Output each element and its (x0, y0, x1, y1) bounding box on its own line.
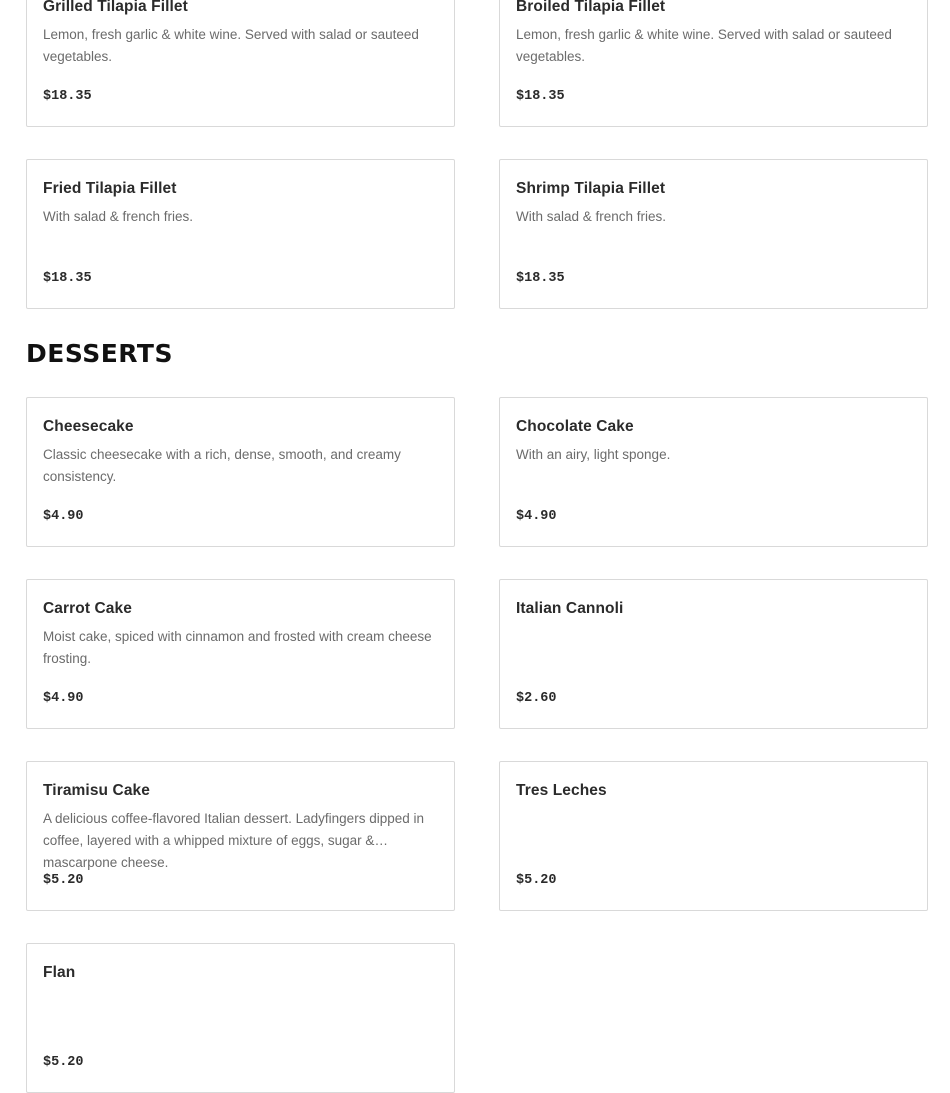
menu-item-price: $4.90 (43, 509, 84, 524)
menu-item-description: A delicious coffee-flavored Italian dessert. Ladyfingers dipped in coffee, layered with a whipped mixture of eggs, sugar & mascarpone cheese. (43, 811, 424, 870)
menu-item-price: $4.90 (516, 509, 557, 524)
menu-item-card[interactable] (26, 159, 455, 309)
menu-item-name: Tiramisu Cake (43, 782, 150, 799)
menu-item-price: $18.35 (516, 271, 565, 286)
menu-item-name: Chocolate Cake (516, 418, 634, 435)
menu-item-card[interactable] (26, 579, 455, 729)
menu-item-description: With an airy, light sponge. (516, 447, 671, 462)
menu-item-price: $18.35 (516, 89, 565, 104)
menu-item-name: Cheesecake (43, 418, 134, 435)
menu-item-price: $5.20 (43, 873, 84, 888)
menu-item-card[interactable] (26, 943, 455, 1093)
menu-item-name: Broiled Tilapia Fillet (516, 0, 666, 15)
menu-item-price: $5.20 (516, 873, 557, 888)
menu-item-price: $18.35 (43, 271, 92, 286)
menu-item-name: Tres Leches (516, 782, 607, 799)
menu-item-card[interactable] (499, 397, 928, 547)
menu-item-name: Shrimp Tilapia Fillet (516, 180, 666, 197)
menu-item-name: Grilled Tilapia Fillet (43, 0, 188, 15)
menu-item-price: $5.20 (43, 1055, 84, 1070)
menu-item-name: Flan (43, 964, 76, 981)
menu-item-description: Lemon, fresh garlic & white wine. Served with salad or sauteed vegetables. (43, 27, 419, 64)
menu-item-name: Fried Tilapia Fillet (43, 180, 177, 197)
menu-item-card[interactable] (499, 761, 928, 911)
menu-item-name: Italian Cannoli (516, 600, 624, 617)
menu-item-card[interactable] (26, 0, 455, 127)
menu-item-description: With salad & french fries. (516, 209, 667, 224)
menu-item-description: Moist cake, spiced with cinnamon and frosted with cream cheese frosting. (43, 629, 432, 666)
menu-item-description: Lemon, fresh garlic & white wine. Served with salad or sauteed vegetables. (516, 27, 892, 64)
menu-item-card[interactable] (499, 159, 928, 309)
menu-item-price: $18.35 (43, 89, 92, 104)
menu-item-description: Classic cheesecake with a rich, dense, smooth, and creamy consistency. (43, 447, 401, 484)
menu-item-card[interactable] (26, 761, 455, 911)
menu-item-card[interactable] (499, 0, 928, 127)
menu-item-price: $4.90 (43, 691, 84, 706)
section-title-desserts: DESSERTS (26, 339, 173, 368)
menu-item-description: With salad & french fries. (43, 209, 194, 224)
menu-item-name: Carrot Cake (43, 600, 132, 617)
menu-item-price: $2.60 (516, 691, 557, 706)
menu-item-card[interactable] (26, 397, 455, 547)
menu-item-card[interactable] (499, 579, 928, 729)
